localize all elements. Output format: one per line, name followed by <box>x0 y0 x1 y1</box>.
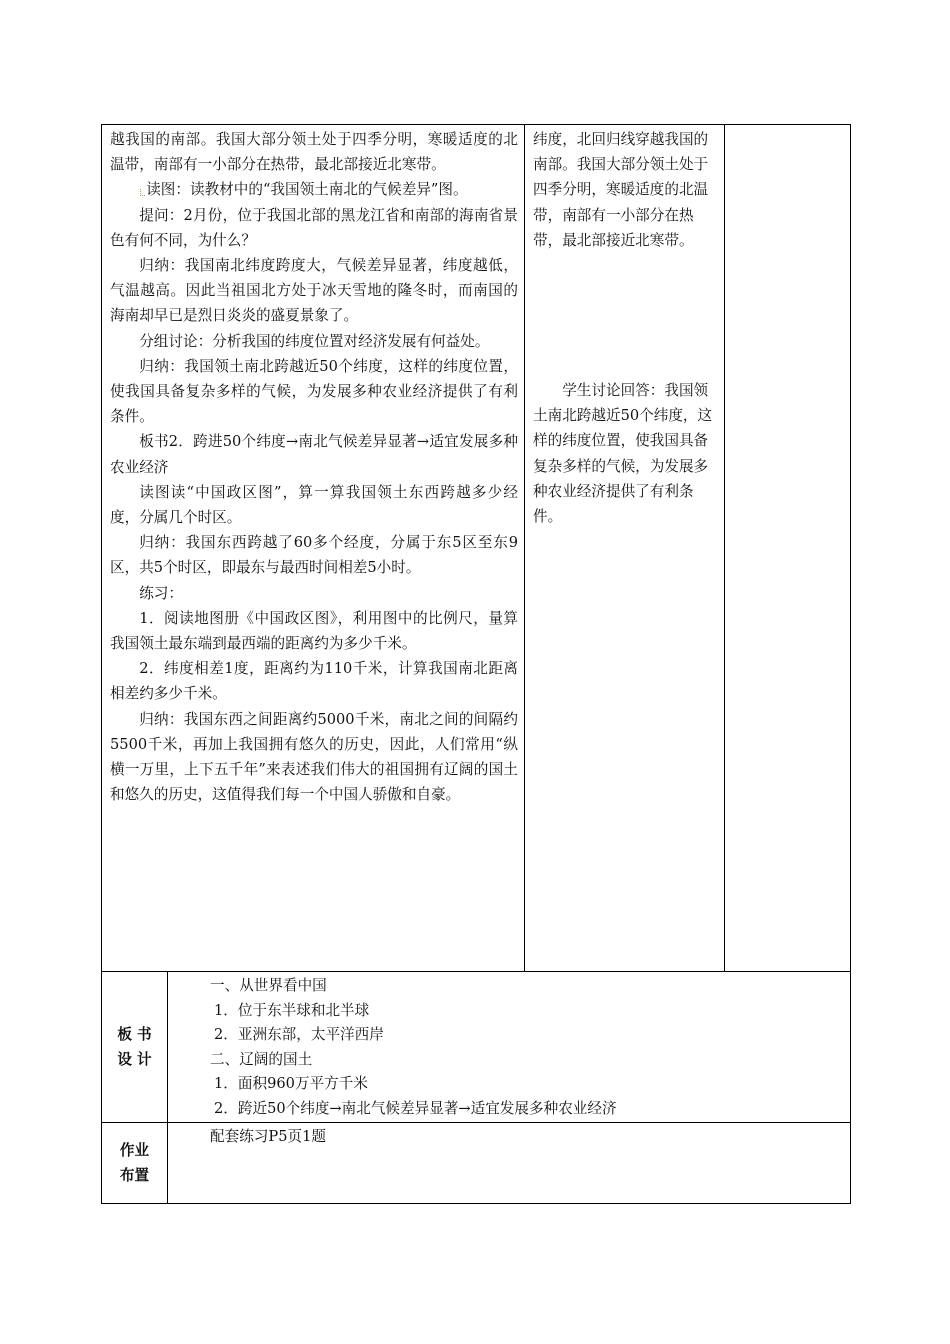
paragraph: 1．阅读地图册《中国政区图》，利用图中的比例尺，量算我国领土最东端到最西端的距离约为多少千米。 <box>110 609 518 653</box>
paragraph: 学生讨论回答：我国领土南北跨越近50个纬度，这样的纬度位置，使我国具备复杂多样的气候，为发展多种农业经济提供了有利条件。 <box>533 382 713 526</box>
paragraph: 纬度，北回归线穿越我国的南部。我国大部分领土处于四季分明，寒暖适度的北温带，南部有一小部分在热带，最北部接近北寒带。 <box>533 131 709 249</box>
board-line: 一、从世界看中国 <box>210 977 327 994</box>
student-activity-text <box>525 125 724 529</box>
board-design-row <box>102 972 851 1123</box>
student-activity-cell <box>525 125 725 972</box>
board-design-content <box>168 972 851 1123</box>
paragraph: 读图读“中国政区图”，算一算我国领土东西跨越多少经度，分属几个时区。 <box>110 483 518 527</box>
paragraph: 板书2．跨进50个纬度→南北气候差异显著→适宜发展多种农业经济 <box>110 433 518 476</box>
homework-label: 作业 布置 <box>102 1123 168 1204</box>
paragraph: 归纳：我国南北纬度跨度大，气候差异显著，纬度越低，气温越高。因此当祖国北方处于冰天雪地的隆冬时，而南国的海南却早已是烈日炎炎的盛夏景象了。 <box>110 257 518 325</box>
paragraph: 读图：读教材中的“我国领土南北的气候差异”图。 <box>110 177 518 202</box>
board-line: 2．亚洲东部，太平洋西岸 <box>214 1026 384 1043</box>
homework-content <box>168 1123 851 1204</box>
paragraph: 分组讨论：分析我国的纬度位置对经济发展有何益处。 <box>139 332 490 350</box>
board-line: 1．位于东半球和北半球 <box>214 1001 370 1019</box>
teaching-process-row <box>102 125 851 972</box>
homework-row <box>102 1123 851 1204</box>
board-line: 二、辽阔的国土 <box>210 1050 313 1068</box>
board-design-label: 板 书 设 计 <box>102 972 168 1123</box>
paragraph: 归纳：我国领土南北跨越近50个纬度，这样的纬度位置，使我国具备复杂多样的气候，为发展多种农业经济提供了有利条件。 <box>110 357 518 426</box>
paragraph: 越我国的南部。我国大部分领土处于四季分明，寒暖适度的北温带，南部有一小部分在热带，最北部接近北寒带。 <box>110 131 518 174</box>
homework-text: 配套练习P5页1题 <box>210 1128 326 1145</box>
lesson-table <box>101 124 851 1204</box>
paragraph: 归纳：我国东西跨越了60多个经度，分属于东5区至东9区，共5个时区，即最东与最西时间相差5小时。 <box>110 534 518 577</box>
paragraph: 练习： <box>139 584 183 602</box>
remarks-cell <box>725 125 851 972</box>
board-line: 1．面积960万平方千米 <box>214 1075 368 1092</box>
paragraph: 归纳：我国东西之间距离约5000千米，南北之间的间隔约5500千米，再加上我国拥有悠久的历史，因此，人们常用“纵横一万里，上下五千年”来表述我们伟大的祖国拥有辽阔的国土和悠久的历史，这值得我们每一个中国人骄傲和自豪。 <box>110 710 518 804</box>
paragraph: 2．纬度相差1度，距离约为110千米，计算我国南北距离相差约多少千米。 <box>110 660 518 703</box>
edit-mark-icon <box>140 189 145 196</box>
teacher-activity-cell <box>102 125 525 972</box>
paragraph: 提问：2月份，位于我国北部的黑龙江省和南部的海南省景色有何不同，为什么？ <box>110 206 518 249</box>
board-line: 2．跨近50个纬度→南北气候差异显著→适宜发展多种农业经济 <box>214 1099 617 1117</box>
teacher-activity-text <box>102 125 524 807</box>
